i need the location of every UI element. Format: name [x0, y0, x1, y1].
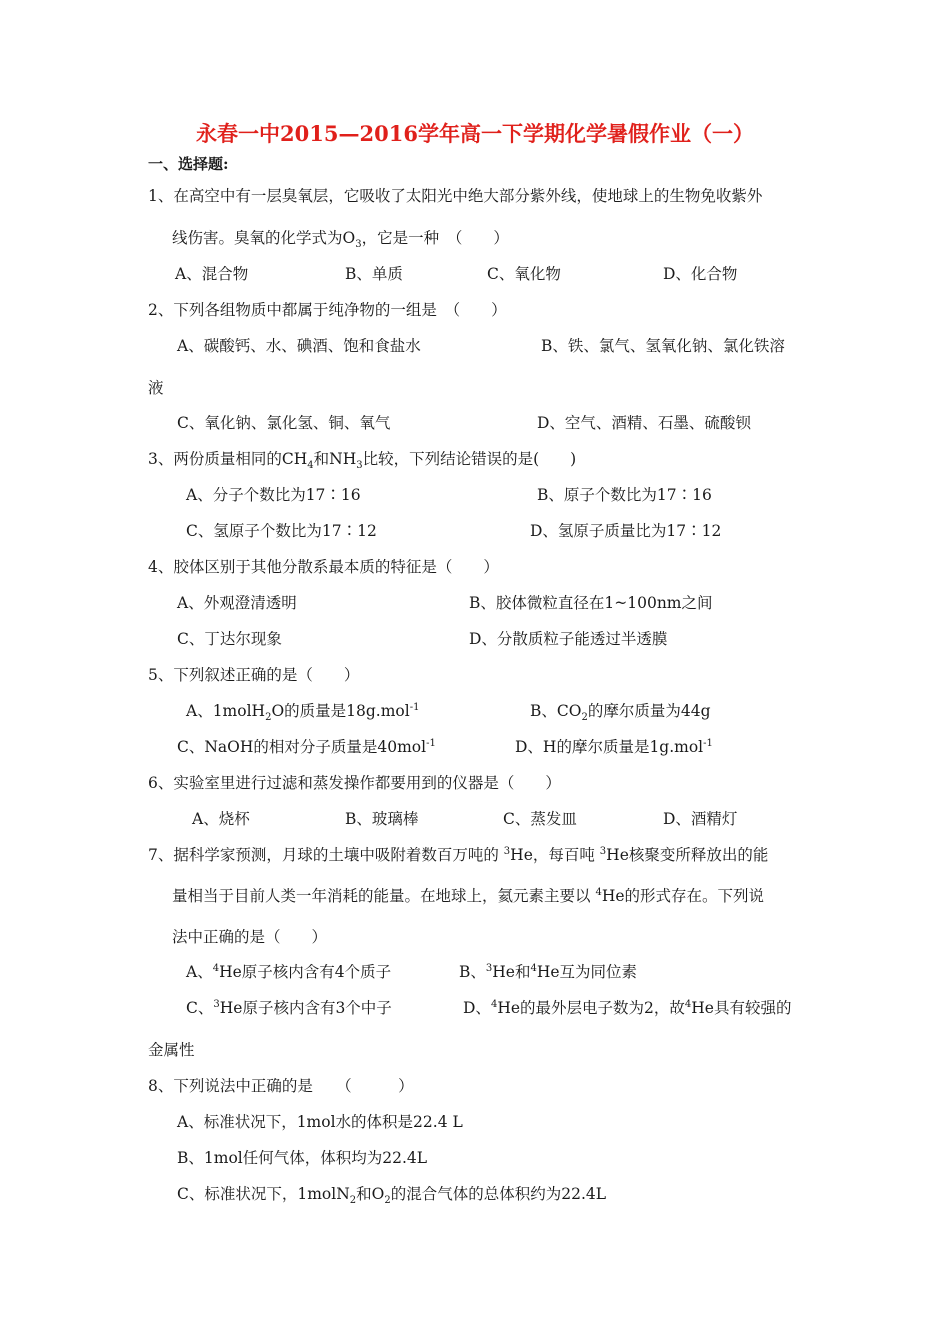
q7-option-c: C、$^3$He原子核内含有3个中子 — [186, 998, 392, 1017]
q5-option-d: D、H的摩尔质量是1g.mol$^{-1}$ — [515, 737, 713, 756]
q4-option-a: A、外观澄清透明 — [177, 594, 297, 612]
q4-option-c: C、丁达尔现象 — [177, 630, 282, 648]
q1-option-d: D、化合物 — [663, 265, 738, 283]
q4-option-d: D、分散质粒子能透过半透膜 — [469, 630, 668, 648]
q3-option-b: B、原子个数比为17∶16 — [537, 486, 712, 504]
q3-option-c: C、氢原子个数比为17∶12 — [186, 522, 377, 540]
q1-stem-line2: 线伤害。臭氧的化学式为$O_3$，它是一种 （ ） — [172, 229, 509, 251]
q6-option-b: B、玻璃棒 — [345, 810, 419, 828]
q7-option-d-cont: 金属性 — [148, 1041, 195, 1059]
q3-option-d: D、氢原子质量比为17∶12 — [530, 522, 722, 540]
q5-option-a: A、1molH$_2$O的质量是18g.mol$^{-1}$ — [186, 701, 420, 724]
q2-stem: 2、下列各组物质中都属于纯净物的一组是 （ ） — [148, 301, 507, 319]
q2-option-b: B、铁、氯气、氢氧化钠、氯化铁溶 — [541, 337, 785, 355]
q1-option-b: B、单质 — [345, 265, 403, 283]
q1-stem-line1: 1、在高空中有一层臭氧层，它吸收了太阳光中绝大部分紫外线，使地球上的生物免收紫外 — [148, 187, 763, 205]
q2-option-a: A、碳酸钙、水、碘酒、饱和食盐水 — [177, 337, 421, 355]
q6-option-c: C、蒸发皿 — [503, 810, 577, 828]
q5-stem: 5、下列叙述正确的是（ ） — [148, 666, 360, 684]
q5-option-b: B、$CO_2$的摩尔质量为44g — [530, 702, 711, 724]
q4-option-b: B、胶体微粒直径在1~100nm之间 — [469, 594, 713, 612]
q7-option-b: B、$^3$He和$^4$He互为同位素 — [459, 962, 638, 981]
q8-option-b: B、1mol任何气体，体积均为22.4L — [177, 1149, 428, 1167]
q7-stem-line2: 量相当于目前人类一年消耗的能量。在地球上，氦元素主要以 $^4$He的形式存在。下列说 — [172, 886, 765, 905]
q7-stem-line1: 7、据科学家预测，月球的土壤中吸附着数百万吨的 $^3$He，每百吨 $^3$He核聚变所释放出的能 — [148, 845, 769, 864]
q6-stem: 6、实验室里进行过滤和蒸发操作都要用到的仪器是（ ） — [148, 774, 561, 792]
q7-option-d: D、$^4$He的最外层电子数为2，故$^4$He具有较强的 — [463, 998, 792, 1017]
document-title: 永春一中2015—2016学年高一下学期化学暑假作业（一） — [196, 121, 754, 146]
q2-option-b-cont: 液 — [148, 379, 164, 397]
q8-option-a: A、标准状况下，1mol水的体积是22.4 L — [177, 1113, 463, 1131]
q8-option-c: C、标准状况下，1molN$_2$和$O_2$的混合气体的总体积约为22.4L — [177, 1185, 607, 1207]
q2-option-d: D、空气、酒精、石墨、硫酸钡 — [537, 414, 751, 432]
q8-stem: 8、下列说法中正确的是 （ ） — [148, 1077, 414, 1095]
q5-option-c: C、NaOH的相对分子质量是40mol$^{-1}$ — [177, 737, 436, 756]
q1-option-c: C、氧化物 — [487, 265, 561, 283]
q3-option-a: A、分子个数比为17∶16 — [186, 486, 361, 504]
q2-option-c: C、氧化钠、氯化氢、铜、氧气 — [177, 414, 391, 432]
q6-option-a: A、烧杯 — [192, 810, 250, 828]
q1-option-a: A、混合物 — [175, 265, 249, 283]
q6-option-d: D、酒精灯 — [663, 810, 738, 828]
q7-stem-line3: 法中正确的是（ ） — [172, 928, 328, 946]
q4-stem: 4、胶体区别于其他分散系最本质的特征是（ ） — [148, 558, 499, 576]
section-heading: 一、选择题: — [148, 155, 229, 173]
q7-option-a: A、$^4$He原子核内含有4个质子 — [186, 962, 392, 981]
q3-stem: 3、两份质量相同的$CH_4$和$NH_3$比较，下列结论错误的是( ) — [148, 450, 577, 472]
